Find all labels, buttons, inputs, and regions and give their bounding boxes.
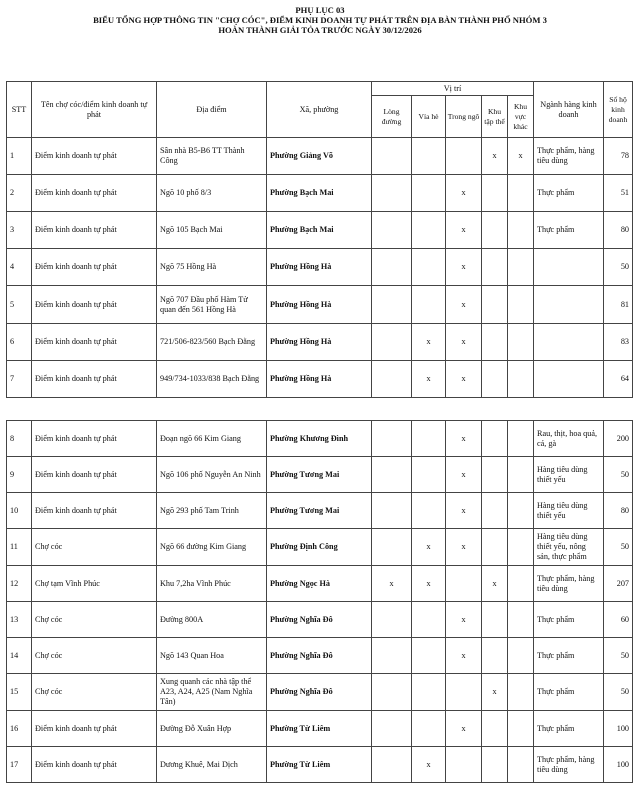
cell-ward: Phường Tương Mai [267,493,372,529]
cell-location: Xung quanh các nhà tập thể A23, A24, A25 (Nam Nghĩa Tân) [157,674,267,711]
cell-count: 81 [604,286,633,324]
table-row [7,493,633,529]
cell-stt: 15 [7,674,32,711]
cell-stt: 7 [7,361,32,398]
cell-other [508,249,534,286]
col-goods: Ngành hàng kinh doanh [534,82,604,138]
cell-collective [482,212,508,249]
cell-collective [482,324,508,361]
cell-alley: x [446,286,482,324]
cell-road [372,638,412,674]
cell-stt: 5 [7,286,32,324]
table-row [7,249,633,286]
cell-name: Điểm kinh doanh tự phát [32,212,157,249]
cell-name: Chợ cóc [32,638,157,674]
cell-other [508,638,534,674]
market-table-part-2 [6,420,633,783]
cell-collective [482,493,508,529]
cell-stt: 6 [7,324,32,361]
cell-location: Ngõ 707 Đầu phố Hàm Tử quan đến 561 Hồng Hà [157,286,267,324]
cell-location: Dương Khuê, Mai Dịch [157,747,267,783]
cell-sidewalk [412,138,446,175]
cell-stt: 8 [7,421,32,457]
table-row [7,324,633,361]
cell-road [372,602,412,638]
cell-sidewalk [412,175,446,212]
cell-stt: 2 [7,175,32,212]
col-road: Lòng đường [372,96,412,138]
cell-ward: Phường Bạch Mai [267,175,372,212]
cell-count: 78 [604,138,633,175]
appendix-title: PHỤ LỤC 03 [295,5,345,15]
cell-road [372,286,412,324]
cell-other: x [508,138,534,175]
cell-location: Ngõ 106 phố Nguyễn An Ninh [157,457,267,493]
col-name: Tên chợ cóc/điểm kinh doanh tự phát [32,82,157,138]
cell-road [372,249,412,286]
cell-collective [482,529,508,566]
table-row [7,138,633,175]
cell-goods: Thực phẩm [534,175,604,212]
cell-road [372,324,412,361]
cell-collective [482,175,508,212]
cell-other [508,324,534,361]
cell-sidewalk [412,493,446,529]
cell-road [372,674,412,711]
cell-goods: Rau, thịt, hoa quả, cá, gà [534,421,604,457]
col-other: Khu vực khác [508,96,534,138]
cell-location: Đường 800A [157,602,267,638]
cell-count: 80 [604,493,633,529]
cell-location: Ngõ 105 Bạch Mai [157,212,267,249]
cell-stt: 10 [7,493,32,529]
cell-name: Điểm kinh doanh tự phát [32,175,157,212]
cell-collective [482,286,508,324]
cell-sidewalk [412,638,446,674]
table-row [7,212,633,249]
cell-stt: 11 [7,529,32,566]
cell-name: Điểm kinh doanh tự phát [32,493,157,529]
cell-ward: Phường Nghĩa Đô [267,602,372,638]
cell-stt: 1 [7,138,32,175]
cell-ward: Phường Từ Liêm [267,711,372,747]
cell-name: Điểm kinh doanh tự phát [32,747,157,783]
cell-collective: x [482,138,508,175]
col-position-group: Vị trí [372,82,534,96]
cell-collective: x [482,566,508,602]
table-row [7,529,633,566]
cell-count: 64 [604,361,633,398]
cell-alley: x [446,324,482,361]
table-row [7,602,633,638]
table-row [7,361,633,398]
cell-road: x [372,566,412,602]
cell-other [508,361,534,398]
cell-collective [482,747,508,783]
cell-other [508,747,534,783]
cell-sidewalk [412,212,446,249]
cell-other [508,421,534,457]
table-subtitle: HOÀN THÀNH GIẢI TỎA TRƯỚC NGÀY 30/12/2026 [218,25,422,35]
col-sidewalk: Vỉa hè [412,96,446,138]
cell-location: Khu 7,2ha Vĩnh Phúc [157,566,267,602]
cell-goods: Thực phẩm [534,638,604,674]
cell-location: Đường Đỗ Xuân Hợp [157,711,267,747]
cell-collective: x [482,674,508,711]
cell-name: Điểm kinh doanh tự phát [32,249,157,286]
cell-name: Chợ cóc [32,529,157,566]
cell-name: Chợ tạm Vĩnh Phúc [32,566,157,602]
cell-sidewalk: x [412,747,446,783]
cell-collective [482,457,508,493]
cell-count: 60 [604,602,633,638]
cell-sidewalk: x [412,361,446,398]
cell-ward: Phường Hồng Hà [267,324,372,361]
cell-stt: 14 [7,638,32,674]
cell-other [508,493,534,529]
cell-ward: Phường Hồng Hà [267,286,372,324]
cell-goods: Thực phẩm, hàng tiêu dùng [534,566,604,602]
col-location: Địa điểm [157,82,267,138]
cell-ward: Phường Ngọc Hà [267,566,372,602]
cell-stt: 12 [7,566,32,602]
cell-goods: Thực phẩm [534,602,604,638]
cell-other [508,529,534,566]
cell-location: Ngõ 293 phố Tam Trinh [157,493,267,529]
cell-location: Ngõ 10 phố 8/3 [157,175,267,212]
cell-collective [482,361,508,398]
cell-alley: x [446,212,482,249]
table-row [7,638,633,674]
cell-ward: Phường Hồng Hà [267,249,372,286]
cell-ward: Phường Hồng Hà [267,361,372,398]
cell-count: 50 [604,457,633,493]
cell-alley: x [446,175,482,212]
cell-location: Ngõ 143 Quan Hoa [157,638,267,674]
col-stt: STT [7,82,32,138]
cell-sidewalk [412,249,446,286]
cell-alley: x [446,249,482,286]
cell-road [372,747,412,783]
cell-count: 80 [604,212,633,249]
cell-other [508,602,534,638]
cell-ward: Phường Tương Mai [267,457,372,493]
cell-goods [534,286,604,324]
cell-alley: x [446,457,482,493]
table-row [7,457,633,493]
col-collective: Khu tập thể [482,96,508,138]
cell-name: Điểm kinh doanh tự phát [32,457,157,493]
cell-name: Điểm kinh doanh tự phát [32,138,157,175]
cell-stt: 13 [7,602,32,638]
col-households: Số hộ kinh doanh [604,82,633,138]
cell-ward: Phường Nghĩa Đô [267,638,372,674]
table-title: BIỂU TỔNG HỢP THÔNG TIN "CHỢ CÓC", ĐIỂM KINH DOANH TỰ PHÁT TRÊN ĐỊA BÀN THÀNH PHỐ NHÓM 3 [93,15,547,25]
cell-goods: Hàng tiêu dùng thiết yếu [534,457,604,493]
cell-road [372,361,412,398]
table-row [7,421,633,457]
cell-other [508,566,534,602]
cell-count: 50 [604,529,633,566]
cell-other [508,175,534,212]
cell-alley: x [446,421,482,457]
cell-name: Điểm kinh doanh tự phát [32,711,157,747]
cell-sidewalk [412,674,446,711]
cell-collective [482,249,508,286]
cell-count: 100 [604,747,633,783]
cell-count: 200 [604,421,633,457]
cell-count: 83 [604,324,633,361]
cell-alley: x [446,361,482,398]
cell-road [372,493,412,529]
cell-goods: Thực phẩm [534,212,604,249]
cell-road [372,175,412,212]
cell-goods: Hàng tiêu dùng thiết yếu, nông sản, thực phẩm [534,529,604,566]
cell-stt: 17 [7,747,32,783]
cell-count: 50 [604,674,633,711]
cell-alley: x [446,711,482,747]
cell-count: 50 [604,249,633,286]
cell-road [372,529,412,566]
cell-goods: Thực phẩm [534,711,604,747]
cell-goods: Thực phẩm [534,674,604,711]
cell-other [508,457,534,493]
cell-location: 949/734-1033/838 Bạch Đằng [157,361,267,398]
cell-collective [482,421,508,457]
cell-count: 100 [604,711,633,747]
cell-stt: 3 [7,212,32,249]
cell-other [508,674,534,711]
cell-location: Đoạn ngõ 66 Kim Giang [157,421,267,457]
cell-ward: Phường Định Công [267,529,372,566]
cell-stt: 16 [7,711,32,747]
cell-sidewalk: x [412,324,446,361]
cell-count: 50 [604,638,633,674]
table-row [7,711,633,747]
cell-name: Điểm kinh doanh tự phát [32,421,157,457]
cell-alley [446,747,482,783]
cell-stt: 4 [7,249,32,286]
cell-stt: 9 [7,457,32,493]
cell-sidewalk: x [412,529,446,566]
cell-name: Điểm kinh doanh tự phát [32,286,157,324]
cell-road [372,138,412,175]
table-header [7,82,633,138]
cell-sidewalk [412,602,446,638]
table-row [7,747,633,783]
cell-road [372,457,412,493]
cell-other [508,286,534,324]
cell-alley [446,138,482,175]
table-row [7,175,633,212]
cell-name: Điểm kinh doanh tự phát [32,361,157,398]
cell-alley [446,566,482,602]
cell-goods: Thực phẩm, hàng tiêu dùng [534,138,604,175]
table-row [7,566,633,602]
cell-alley: x [446,529,482,566]
cell-goods [534,249,604,286]
cell-name: Chợ cóc [32,602,157,638]
market-table-part-1 [6,81,633,398]
cell-other [508,212,534,249]
col-alley: Trong ngõ [446,96,482,138]
cell-ward: Phường Nghĩa Đô [267,674,372,711]
cell-location: Sân nhà B5-B6 TT Thành Công [157,138,267,175]
cell-location: Ngõ 75 Hồng Hà [157,249,267,286]
cell-goods: Hàng tiêu dùng thiết yếu [534,493,604,529]
cell-sidewalk [412,286,446,324]
table-row [7,286,633,324]
cell-alley: x [446,493,482,529]
table-row [7,674,633,711]
cell-sidewalk [412,421,446,457]
cell-collective [482,711,508,747]
cell-collective [482,602,508,638]
cell-ward: Phường Giảng Võ [267,138,372,175]
cell-ward: Phường Từ Liêm [267,747,372,783]
cell-sidewalk [412,711,446,747]
cell-alley: x [446,602,482,638]
cell-sidewalk: x [412,566,446,602]
cell-other [508,711,534,747]
cell-sidewalk [412,457,446,493]
cell-ward: Phường Bạch Mai [267,212,372,249]
cell-road [372,421,412,457]
cell-goods: Thực phẩm, hàng tiêu dùng [534,747,604,783]
cell-goods [534,324,604,361]
cell-road [372,212,412,249]
cell-name: Chợ cóc [32,674,157,711]
cell-road [372,711,412,747]
table-body-part-2 [7,421,633,783]
cell-collective [482,638,508,674]
cell-alley: x [446,638,482,674]
cell-name: Điểm kinh doanh tự phát [32,324,157,361]
table-body-part-1 [7,138,633,398]
cell-location: Ngõ 66 đường Kim Giang [157,529,267,566]
col-ward: Xã, phường [267,82,372,138]
cell-goods [534,361,604,398]
cell-location: 721/506-823/560 Bạch Đằng [157,324,267,361]
cell-count: 51 [604,175,633,212]
cell-count: 207 [604,566,633,602]
cell-ward: Phường Khương Đình [267,421,372,457]
cell-alley [446,674,482,711]
